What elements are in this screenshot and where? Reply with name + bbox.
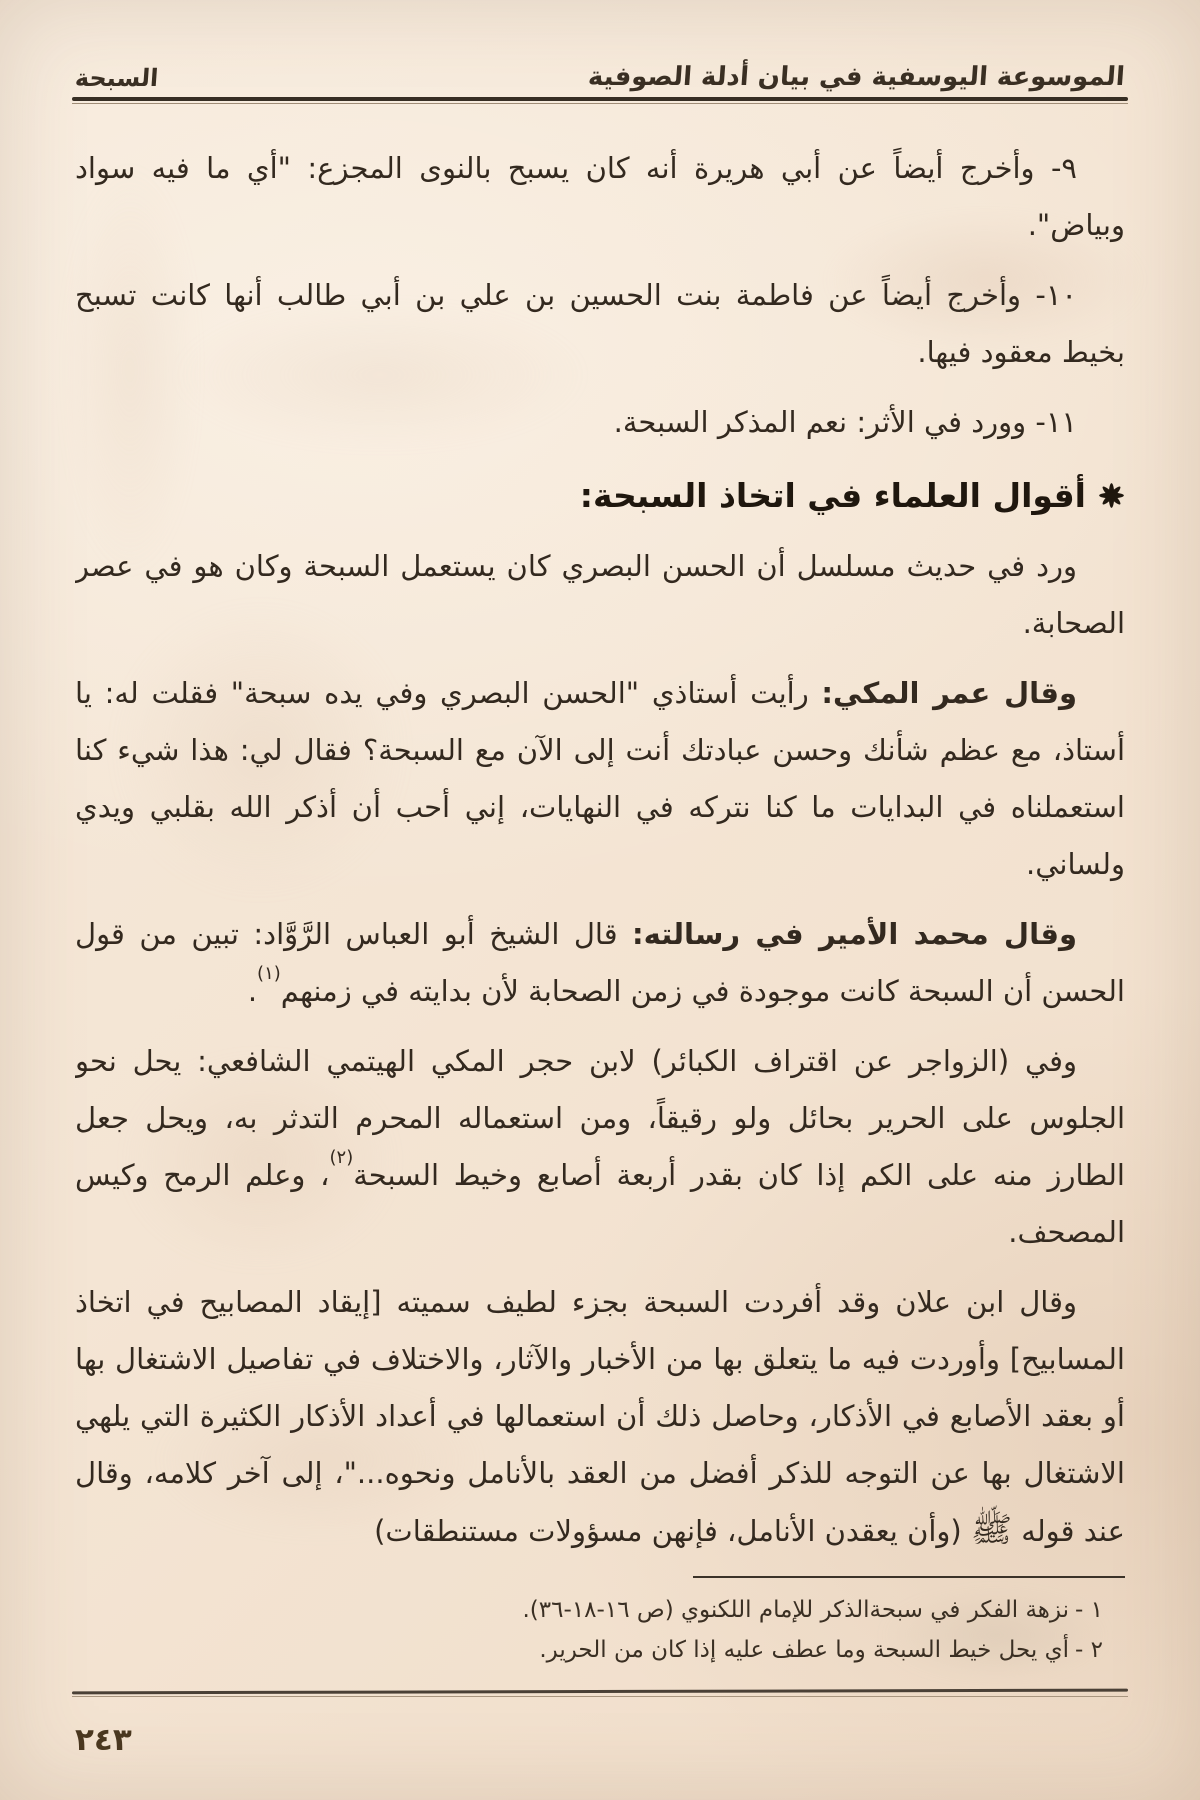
text-segment: ١٠- وأخرج أيضاً عن فاطمة بنت الحسين بن علي بن أبي طالب أنها كانت تسبح بخيط معقود فيها. xyxy=(75,278,1125,369)
bottom-rule-thick xyxy=(72,1689,1128,1695)
body-paragraph xyxy=(75,394,1125,451)
header-rule xyxy=(72,97,1128,104)
text-segment: ﷺ xyxy=(970,1510,1013,1550)
section-heading xyxy=(75,467,1125,524)
text-segment: (وأن يعقدن الأنامل، فإنهن مسؤولات مستنطقات) xyxy=(374,1514,971,1548)
rosette-asterisk-icon xyxy=(1098,482,1125,509)
body-paragraph xyxy=(75,538,1125,652)
page-number: ٢٤٣ xyxy=(75,1722,132,1758)
text-segment: ١١- وورد في الأثر: نعم المذكر السبحة. xyxy=(613,405,1077,439)
body-paragraph xyxy=(75,665,1125,893)
body-paragraph xyxy=(75,140,1125,254)
footnote-separator xyxy=(693,1576,1125,1578)
footnote-text: نزهة الفكر في سبحةالذكر للإمام اللكنوي (ص ١٦-١٨-٣٦). xyxy=(522,1597,1070,1623)
footnote-item xyxy=(75,1630,1125,1670)
body-paragraph xyxy=(75,906,1125,1020)
text-segment: رأيت أستاذي "الحسن البصري وفي يده سبحة" فقلت له: يا أستاذ، مع عظم شأنك وحسن عبادتك أنت إلى الآن مع السبحة؟ فقال لي: هذا شيء كنا استعملناه في البدايات ما كنا نتركه في النهايات، إني أحب أن أذكر الله بقلبي ويدي ولساني. xyxy=(75,676,1125,881)
section-heading-text: أقوال العلماء في اتخاذ السبحة: xyxy=(579,476,1086,515)
text-segment: وقال عمر المكي: xyxy=(821,676,1078,710)
footnote-text: أي يحل خيط السبحة وما عطف عليه إذا كان من الحرير. xyxy=(539,1637,1070,1663)
text-segment: ورد في حديث مسلسل أن الحسن البصري كان يستعمل السبحة وكان هو في عصر الصحابة. xyxy=(75,549,1125,640)
footnote-reference: (١) xyxy=(257,963,281,985)
book-title: الموسوعة اليوسفية في بيان أدلة الصوفية xyxy=(587,62,1127,92)
body-paragraph xyxy=(75,267,1125,381)
body-paragraph xyxy=(75,1033,1125,1261)
footnote-item xyxy=(75,1590,1125,1630)
footnote-area xyxy=(75,1576,1125,1670)
body-text xyxy=(75,140,1125,1565)
text-segment: قال الشيخ أبو العباس الرَّوَّاد: تبين من قول الحسن أن السبحة كانت موجودة في زمن الصحابة لأن بدايته في زمنهم xyxy=(75,917,1125,1008)
text-segment: وفي (الزواجر عن اقتراف الكبائر) لابن حجر المكي الهيتمي الشافعي: يحل نحو الجلوس على الحرير بحائل ولو رقيقاً، ومن استعماله المحرم التدثر به، ويحل جعل الطارز منه على الكم إذا كان بقدر أربعة أصابع وخيط السبحة xyxy=(75,1044,1125,1192)
running-header xyxy=(75,50,1125,92)
text-segment: ، وعلم الرمح وكيس المصحف. xyxy=(75,1158,1125,1249)
bottom-rule-thin xyxy=(72,1696,1128,1697)
text-segment: ٩- وأخرج أيضاً عن أبي هريرة أنه كان يسبح بالنوى المجزع: "أي ما فيه سواد وبياض". xyxy=(75,151,1125,242)
footnote-number: ٢ - xyxy=(1075,1637,1103,1663)
text-segment: . xyxy=(247,974,258,1008)
body-paragraph xyxy=(75,1274,1125,1560)
section-label: السبحة xyxy=(74,64,160,92)
footnote-number: ١ - xyxy=(1075,1597,1103,1623)
text-segment: وقال محمد الأمير في رسالته: xyxy=(632,917,1078,951)
footnote-list xyxy=(75,1590,1125,1670)
footnote-reference: (٢) xyxy=(329,1147,354,1169)
bottom-rule xyxy=(72,1690,1128,1697)
header-rule-thick xyxy=(72,97,1128,101)
header-rule-thin xyxy=(72,103,1128,104)
text-segment: وقال ابن علان وقد أفردت السبحة بجزء لطيف سميته [إيقاد المصابيح في اتخاذ المسابيح] وأوردت فيه ما يتعلق بها من الأخبار والآثار، والاختلاف في تفاصيل الاشتغال بها أو بعقد الأصابع في الأذكار، وحاصل ذلك أن استعمالها في أعداد الأذكار الكثيرة التي يلهي الاشتغال بها عن التوجه للذكر أفضل من العقد بالأنامل ونحوه..."، إلى آخر كلامه، وقال عند قوله xyxy=(75,1285,1125,1548)
